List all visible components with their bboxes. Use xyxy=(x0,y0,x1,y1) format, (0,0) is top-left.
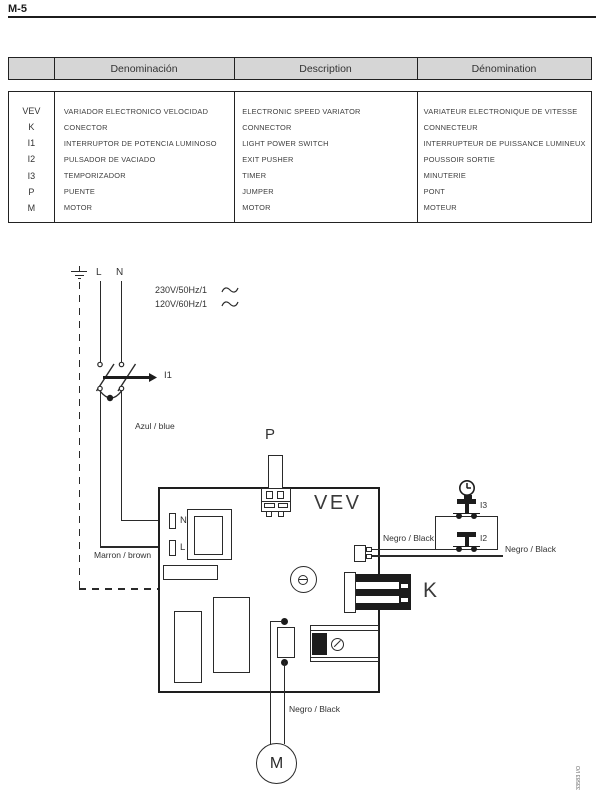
row-fr: POUSSOIR SORTIE xyxy=(423,154,496,164)
wire-n-upper xyxy=(121,281,122,362)
terminal-n-label: N xyxy=(180,515,187,526)
capacitor-component-large xyxy=(213,597,250,673)
table-row xyxy=(9,151,591,167)
row-en: MOTOR xyxy=(242,203,271,213)
voltage-120-label: 120V/60Hz/1 xyxy=(155,299,208,309)
column-divider xyxy=(234,92,235,222)
table-row xyxy=(9,103,591,119)
row-symbol: M xyxy=(27,202,36,213)
branch-right xyxy=(497,516,498,550)
wire-pushbutton-bottom xyxy=(371,555,503,556)
row-en: TIMER xyxy=(242,171,267,181)
wire-l-upper xyxy=(100,281,101,362)
row-fr: PONT xyxy=(423,187,445,197)
table-row xyxy=(9,184,591,200)
table-row xyxy=(9,135,591,151)
drawing-number: 33583 I/O xyxy=(576,765,582,790)
vev-board-label: VEV xyxy=(314,492,362,514)
row-en: EXIT PUSHER xyxy=(242,154,294,164)
row-symbol: VEV xyxy=(22,106,41,117)
voltage-230-label: 230V/50Hz/1 xyxy=(155,285,208,295)
row-symbol: P xyxy=(28,186,35,197)
row-es: INTERRUPTOR DE POTENCIA LUMINOSO xyxy=(63,138,217,148)
motor-wire-left xyxy=(270,621,271,744)
row-fr: MINUTERIE xyxy=(423,171,467,181)
row-en: LIGHT POWER SWITCH xyxy=(242,138,329,148)
row-fr: VARIATEUR ELECTRONIQUE DE VITESSE xyxy=(423,106,578,116)
wire-n-lower xyxy=(121,390,122,521)
motor-feed-component xyxy=(277,627,295,658)
neutral-label: N xyxy=(116,267,124,278)
black-wire-left-label: Negro / Black xyxy=(383,533,435,543)
row-fr: CONNECTEUR xyxy=(423,122,478,132)
header-denomination: Dénomination xyxy=(471,62,537,75)
switch-i1-label: I1 xyxy=(164,370,172,381)
row-es: MOTOR xyxy=(63,203,93,213)
timer-i3-label: I3 xyxy=(480,500,488,510)
wire-l-lower xyxy=(100,390,101,547)
column-divider xyxy=(54,92,55,222)
line-label: L xyxy=(96,267,102,278)
row-symbol: K xyxy=(28,122,35,133)
ac-wave-icon xyxy=(221,286,239,296)
black-wire-bottom-label: Negro / Black xyxy=(289,704,341,714)
row-symbol: I2 xyxy=(27,154,36,165)
row-es: PUENTE xyxy=(63,187,96,197)
table-row xyxy=(9,168,591,184)
terminal-n xyxy=(169,513,177,529)
blue-wire-label: Azul / blue xyxy=(135,421,175,431)
ground-dashed-wire-vertical xyxy=(79,282,80,589)
row-es: CONECTOR xyxy=(63,122,108,132)
brown-wire-label: Marron / brown xyxy=(94,550,152,560)
legend-table-body xyxy=(8,91,592,223)
motor-wire-jog xyxy=(270,621,283,622)
legend-table-header xyxy=(8,57,592,80)
k-connector-label: K xyxy=(423,579,438,602)
table-row xyxy=(9,200,591,216)
motor-label: M xyxy=(269,754,284,772)
terminal-l xyxy=(169,540,177,556)
row-fr: INTERRUPTEUR DE PUISSANCE LUMINEUX xyxy=(423,138,586,148)
row-en: ELECTRONIC SPEED VARIATOR xyxy=(242,106,361,116)
motor-wire-right xyxy=(284,662,285,744)
pusher-i2-label: I2 xyxy=(480,533,488,543)
row-es: PULSADOR DE VACIADO xyxy=(63,154,156,164)
row-fr: MOTEUR xyxy=(423,203,457,213)
header-denominacion: Denominación xyxy=(110,62,178,75)
row-symbol: I3 xyxy=(27,170,36,181)
black-wire-right-label: Negro / Black xyxy=(505,544,557,554)
row-en: CONNECTOR xyxy=(242,122,292,132)
row-symbol: I1 xyxy=(27,138,36,149)
header-rule xyxy=(8,16,596,18)
column-divider xyxy=(417,92,418,222)
header-description: Description xyxy=(299,62,352,75)
jumper-p-loop xyxy=(268,455,283,488)
branch-left xyxy=(435,516,436,550)
branch-top xyxy=(435,516,499,517)
terminal-l-label: L xyxy=(180,542,186,553)
jumper-p-label: P xyxy=(265,426,276,443)
table-row xyxy=(9,119,591,135)
row-en: JUMPER xyxy=(242,187,274,197)
row-es: TEMPORIZADOR xyxy=(63,171,126,181)
ac-wave-icon xyxy=(221,300,239,310)
power-switch-i1-icon xyxy=(90,360,160,408)
row-es: VARIADOR ELECTRONICO VELOCIDAD xyxy=(63,106,209,116)
page-code: M-5 xyxy=(8,3,27,15)
capacitor-component-small xyxy=(174,611,202,683)
relay-component xyxy=(163,565,218,580)
